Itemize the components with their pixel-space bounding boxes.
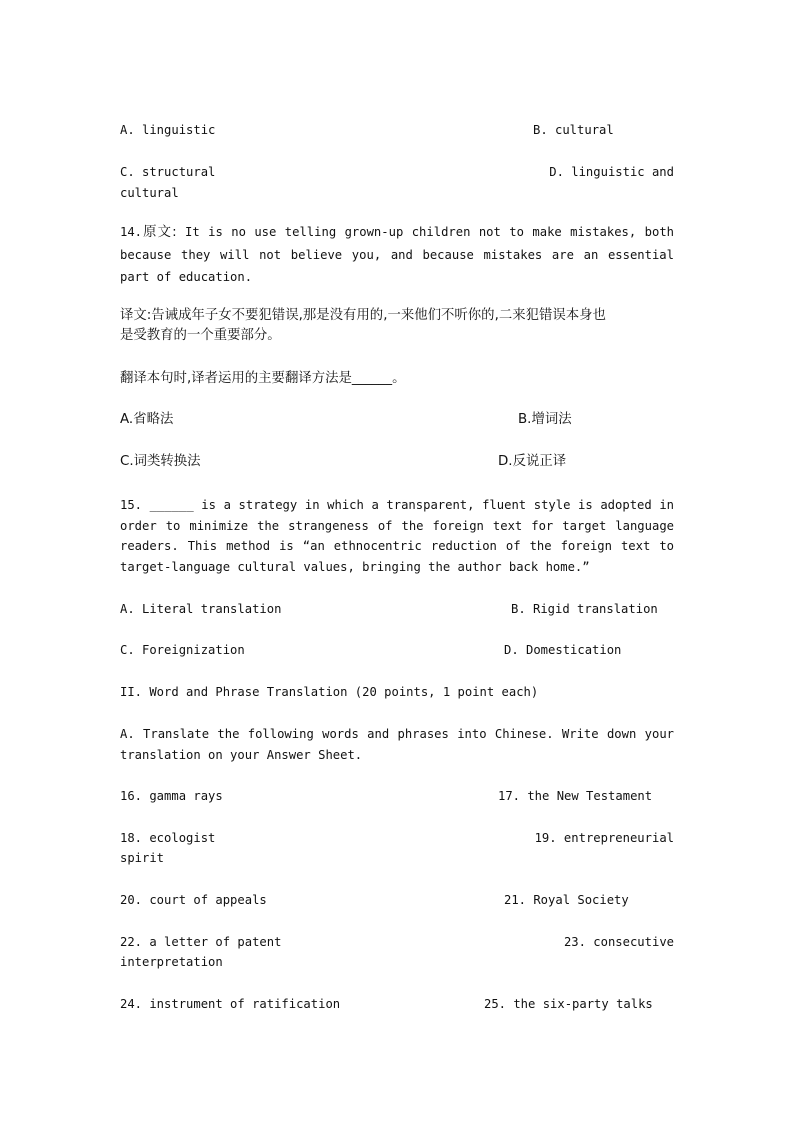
vocab-item-25: 25. the six-party talks (484, 997, 653, 1011)
q14-option-c: C.词类转换法 (120, 454, 201, 469)
section-2-instruction: A. Translate the following words and phrases into Chinese. Write down your translation on your Answer Sheet. (120, 727, 674, 762)
q13-option-d: D. linguistic and (549, 165, 674, 179)
vocab-item-19: 19. entrepreneurial (534, 831, 674, 845)
q15-options-row-2 (120, 640, 674, 660)
q14-source-text: It is no use telling grown-up children not to make mistakes, both because they will not believe you, and because mistakes are an essential part of education. (120, 225, 674, 284)
vocab-row-18-19 (120, 828, 674, 848)
q13-option-b: B. cultural (533, 123, 614, 137)
q15-text: 15. ______ is a strategy in which a transparent, fluent style is adopted in order to minimize the strangeness of the foreign text for target language readers. This method is “an ethnocentric reduction of the foreign text to target-language cultural values, bringing the author back home.” (120, 498, 674, 574)
q14-source-label: 原文: (142, 225, 177, 240)
q13-option-c: C. structural (120, 165, 216, 179)
q14-translation-line-2: 是受教育的一个重要部分。 (120, 328, 281, 343)
vocab-item-24: 24. instrument of ratification (120, 997, 341, 1011)
vocab-item-22: 22. a letter of patent (120, 935, 282, 949)
q15-option-c: C. Foreignization (120, 643, 245, 657)
vocab-item-23-continued: interpretation (120, 955, 223, 969)
q14-number: 14. (120, 225, 143, 239)
q14-source (120, 221, 674, 288)
vocab-item-19-continued: spirit (120, 851, 165, 865)
vocab-row-16-17 (120, 786, 674, 806)
q15-options-row-1 (120, 599, 674, 619)
section-2-title: II. Word and Phrase Translation (20 points, 1 point each) (120, 685, 539, 699)
q13-options-row-1 (120, 120, 674, 140)
q13-option-d-continued: cultural (120, 186, 179, 200)
vocab-item-21: 21. Royal Society (504, 893, 629, 907)
q15-option-a: A. Literal translation (120, 602, 282, 616)
q14-question: 翻译本句时,译者运用的主要翻译方法是______。 (120, 371, 406, 386)
q15-option-b: B. Rigid translation (511, 602, 658, 616)
q14-options-row-2 (120, 451, 674, 473)
q14-option-a: A.省略法 (120, 412, 174, 427)
q14-option-b: B.增词法 (518, 412, 572, 427)
vocab-row-20-21 (120, 890, 674, 910)
vocab-row-22-23 (120, 932, 674, 952)
vocab-row-24-25 (120, 994, 674, 1014)
q13-options-row-2 (120, 162, 674, 182)
vocab-item-16: 16. gamma rays (120, 789, 223, 803)
vocab-item-18: 18. ecologist (120, 831, 216, 845)
q14-options-row-1 (120, 409, 674, 431)
vocab-item-17: 17. the New Testament (498, 789, 653, 803)
vocab-item-23: 23. consecutive (563, 935, 674, 949)
vocab-item-20: 20. court of appeals (120, 893, 267, 907)
q14-translation-line-1: 译文:告诫成年子女不要犯错误,那是没有用的,一来他们不听你的,二来犯错误本身也 (120, 308, 606, 323)
q13-option-a: A. linguistic (120, 123, 216, 137)
q14-option-d: D.反说正译 (498, 454, 567, 469)
q15-option-d: D. Domestication (504, 643, 622, 657)
